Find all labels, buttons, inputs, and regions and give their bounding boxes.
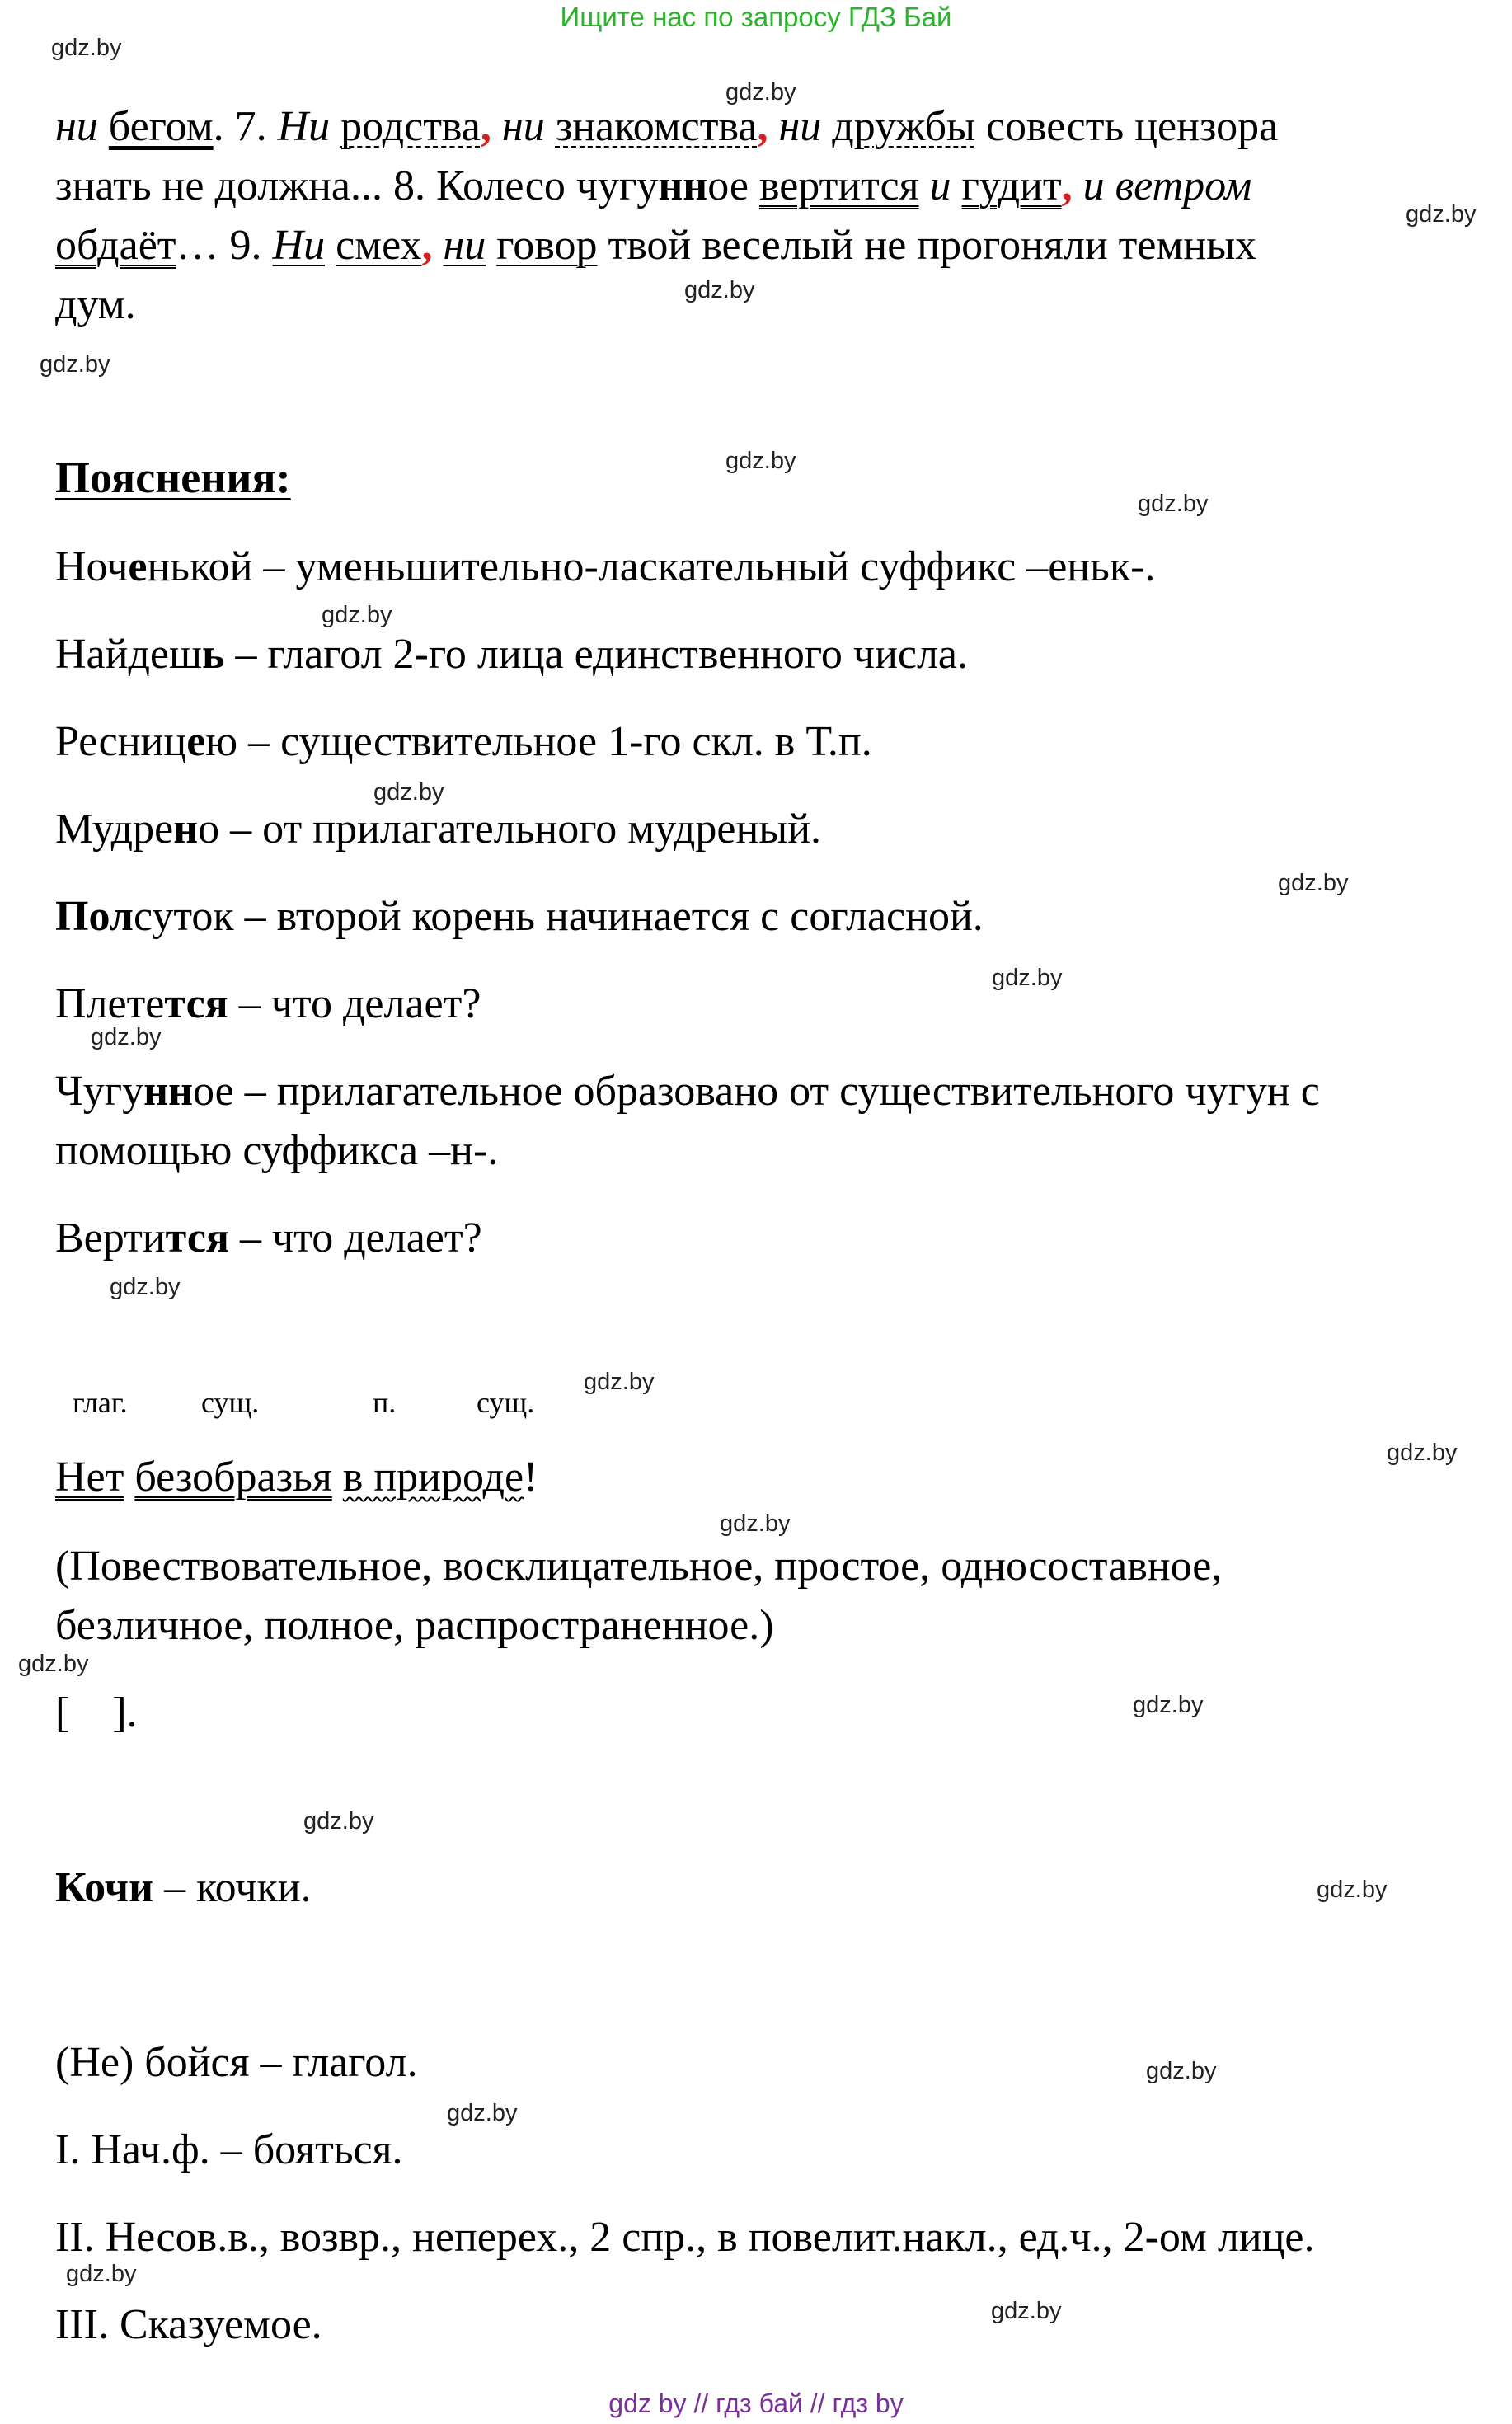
word-predicate: Нет <box>55 1454 124 1501</box>
text: – что делает? <box>228 980 481 1027</box>
watermark: gdz.by <box>303 1808 374 1834</box>
para-line-2 <box>55 157 1251 216</box>
watermark: gdz.by <box>1278 870 1349 896</box>
note-3 <box>55 712 872 772</box>
morph-line-4: III. Сказуемое. <box>55 2301 322 2348</box>
watermark: gdz.by <box>992 965 1063 991</box>
parse-label: сущ. <box>201 1386 260 1419</box>
text: суток – второй корень начинается с согласной. <box>133 893 984 940</box>
word-dashed: дружбы <box>832 103 975 150</box>
watermark: gdz.by <box>684 277 755 303</box>
watermark: gdz.by <box>110 1274 181 1300</box>
watermark: gdz.by <box>447 2100 518 2126</box>
word-underlined: вертится <box>758 162 919 209</box>
bold-letters: тся <box>164 980 228 1027</box>
text: Верти <box>55 1214 166 1261</box>
bold-letters: н <box>173 806 199 853</box>
kochi-note <box>55 1858 312 1918</box>
text: твой веселый не прогоняли темных <box>597 222 1257 269</box>
text: … 9. <box>176 222 273 269</box>
word: ни <box>491 103 556 150</box>
para-line-1 <box>55 97 1278 157</box>
word-subject: безобразья <box>134 1454 332 1501</box>
text: знать не должна... 8. Колесо чугу <box>55 162 659 209</box>
text: Ноч <box>55 543 129 590</box>
watermark: gdz.by <box>1406 201 1477 228</box>
section-heading <box>55 452 291 503</box>
watermark: gdz.by <box>725 448 796 474</box>
text: – глагол 2-го лица единственного числа. <box>224 631 969 678</box>
text: . 7. <box>213 103 278 150</box>
punctuation: ! <box>524 1454 538 1501</box>
para-line-4: дум. <box>55 281 136 328</box>
text: совесть цензора <box>974 103 1279 150</box>
word-underlined: гудит <box>961 162 1062 209</box>
bold-word: Кочи <box>55 1864 154 1911</box>
morph-line-3: II. Несов.в., возвр., неперех., 2 спр., в повелит.накл., ед.ч., 2-ом лице. <box>55 2214 1315 2261</box>
bold-letters: е <box>128 543 148 590</box>
text: Чугу <box>55 1068 144 1115</box>
text: Плете <box>55 980 165 1027</box>
watermark: gdz.by <box>584 1369 655 1395</box>
word: Ни <box>277 103 331 150</box>
text: Ресниц <box>55 718 187 765</box>
watermark: gdz.by <box>1387 1440 1458 1466</box>
word-dashed: родства <box>340 103 481 150</box>
watermark: gdz.by <box>91 1024 162 1050</box>
word: ни <box>768 103 833 150</box>
note-2 <box>55 625 968 684</box>
parse-label: глаг. <box>73 1386 128 1419</box>
word-underlined: говор <box>496 222 598 269</box>
word: ни <box>55 103 98 150</box>
note-7-cont: помощью суффикса –н-. <box>55 1127 499 1174</box>
space <box>486 222 496 269</box>
morph-line-1: (Не) бойся – глагол. <box>55 2039 418 2086</box>
bold-letters: нн <box>143 1068 194 1115</box>
watermark: gdz.by <box>1317 1877 1388 1903</box>
note-6 <box>55 975 481 1034</box>
sentence-desc-2: безличное, полное, распространенное.) <box>55 1602 774 1649</box>
comma: , <box>1061 162 1073 209</box>
space <box>325 222 336 269</box>
bold-letters: е <box>186 718 206 765</box>
word-underlined: смех <box>336 222 422 269</box>
word: и ветром <box>1072 162 1252 209</box>
word: Ни <box>272 222 326 269</box>
word-underlined: обдаёт <box>55 222 176 269</box>
note-8 <box>55 1209 482 1268</box>
watermark: gdz.by <box>51 35 122 61</box>
bold-letters: нн <box>658 162 708 209</box>
parsed-sentence <box>55 1448 538 1507</box>
comma: , <box>480 103 491 150</box>
text: ое – прилагательное образовано от существительного чугун с <box>193 1068 1320 1115</box>
sentence-scheme: [ ]. <box>55 1689 138 1736</box>
watermark: gdz.by <box>720 1510 791 1537</box>
note-4 <box>55 800 821 859</box>
watermark: gdz.by <box>1138 491 1209 517</box>
text: нькой – уменьшительно-ласкательный суффикс –еньк-. <box>147 543 1156 590</box>
note-5 <box>55 887 984 947</box>
word-underlined: бегом <box>108 103 214 150</box>
watermark: gdz.by <box>1146 2058 1217 2084</box>
watermark: gdz.by <box>18 1651 89 1677</box>
word: и <box>918 162 962 209</box>
text: Мудре <box>55 806 174 853</box>
heading-text: Пояснения: <box>55 453 291 502</box>
comma: , <box>757 103 768 150</box>
bold-letters: Пол <box>55 893 134 940</box>
space <box>124 1454 134 1501</box>
text: ю – существительное 1-го скл. в Т.п. <box>205 718 872 765</box>
parse-label: сущ. <box>477 1386 535 1419</box>
watermark: gdz.by <box>373 779 444 806</box>
para-line-3 <box>55 216 1256 275</box>
watermark: gdz.by <box>40 351 110 378</box>
space <box>330 103 340 150</box>
note-7 <box>55 1062 1320 1121</box>
watermark: gdz.by <box>991 2298 1062 2324</box>
bold-letters: ь <box>202 631 225 678</box>
morph-line-2: I. Нач.ф. – бояться. <box>55 2126 403 2173</box>
note-1 <box>55 538 1155 597</box>
text: – кочки. <box>153 1864 312 1911</box>
bold-letters: тся <box>165 1214 230 1261</box>
text: о – от прилагательного мудреный. <box>198 806 822 853</box>
top-banner: Ищите нас по запросу ГДЗ Бай <box>560 2 952 32</box>
space <box>332 1454 343 1501</box>
text: Найдеш <box>55 631 203 678</box>
text: ое <box>707 162 759 209</box>
watermark: gdz.by <box>322 602 392 628</box>
word: ни <box>443 222 486 269</box>
text: – что делает? <box>229 1214 482 1261</box>
parse-label: п. <box>373 1386 397 1419</box>
watermark: gdz.by <box>725 79 796 106</box>
word-adverbial: в природе <box>342 1454 524 1501</box>
footer-links[interactable]: gdz by // гдз бай // гдз by <box>608 2389 904 2418</box>
watermark: gdz.by <box>66 2261 137 2287</box>
comma: , <box>421 222 433 269</box>
watermark: gdz.by <box>1133 1692 1204 1718</box>
sentence-desc-1: (Повествовательное, восклицательное, простое, односоставное, <box>55 1543 1223 1590</box>
word-dashed: знакомства <box>555 103 758 150</box>
space <box>432 222 443 269</box>
